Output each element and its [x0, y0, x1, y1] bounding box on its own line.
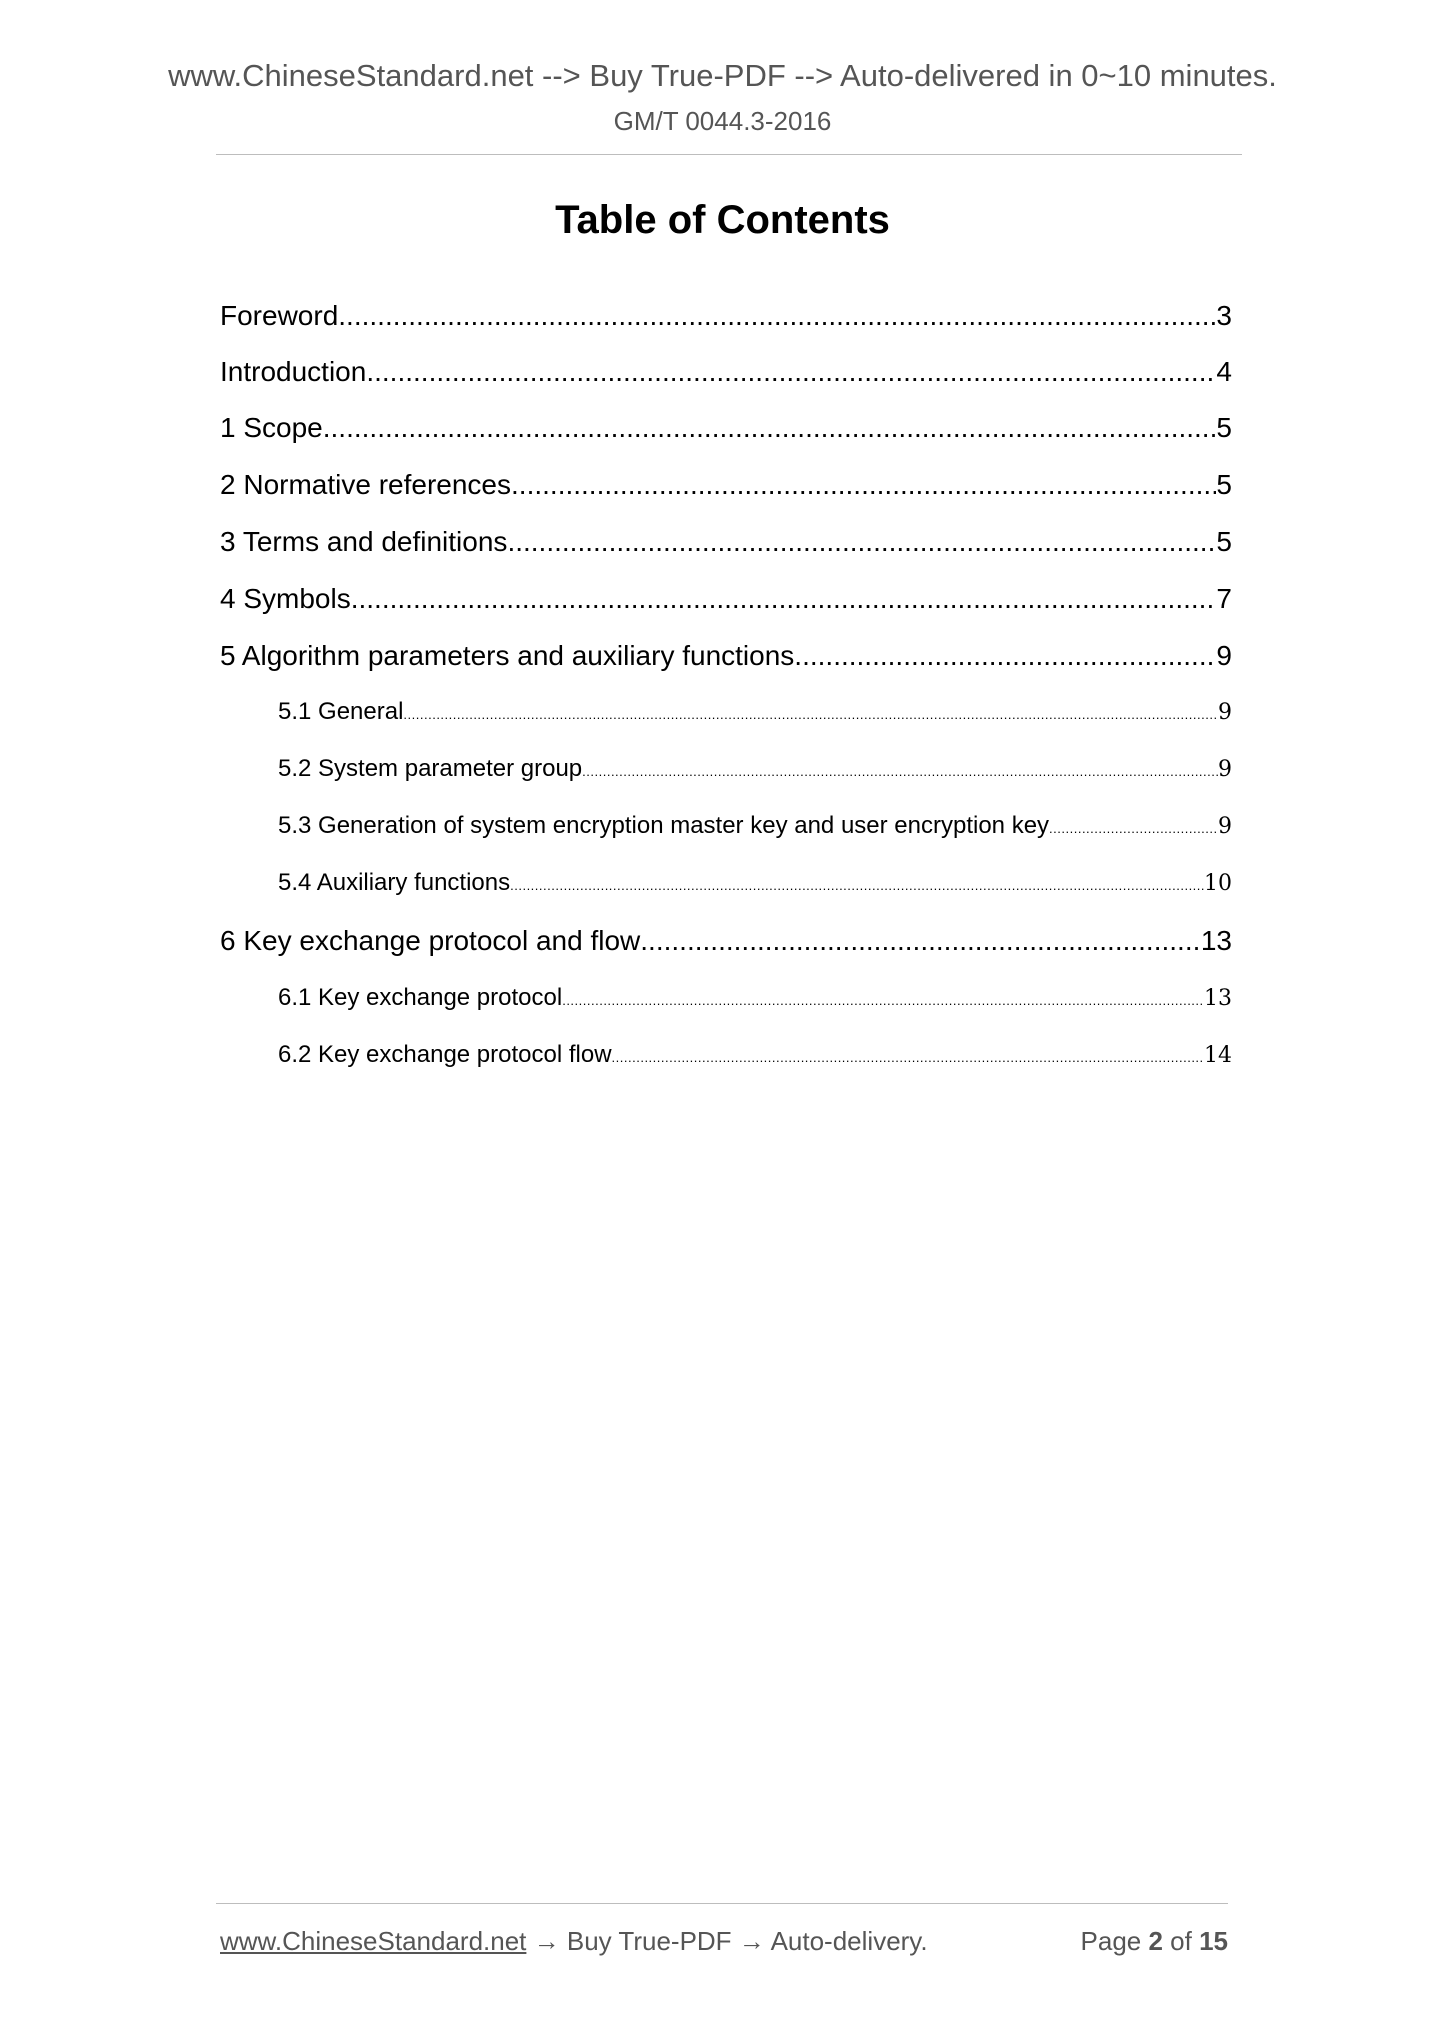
toc-page-number: 9: [1218, 700, 1232, 725]
toc-entry-label: 4 Symbols: [220, 583, 351, 614]
toc-entry-general[interactable]: [278, 698, 1232, 726]
toc-entry-normative-references[interactable]: [220, 469, 1232, 501]
header-divider: [216, 154, 1242, 155]
footer-promo-text: → Buy True-PDF → Auto-delivery.: [526, 1926, 928, 1956]
toc-dot-leader: [640, 925, 1201, 957]
toc-page-number: 13: [1204, 986, 1232, 1011]
toc-dot-leader: [403, 707, 1218, 722]
toc-entry-label: 5.3 Generation of system encryption master key and user encryption key: [278, 812, 1050, 839]
toc-page-number: 14: [1204, 1043, 1232, 1068]
toc-entry-introduction[interactable]: [220, 356, 1232, 388]
toc-dot-leader: [351, 583, 1217, 615]
toc-entry-label: 6.2 Key exchange protocol flow: [278, 1041, 612, 1068]
toc-dot-leader: [1049, 821, 1218, 836]
toc-entry-label: 2 Normative references: [220, 469, 512, 500]
toc-entry-algorithm-parameters[interactable]: [220, 640, 1232, 672]
toc-entry-key-generation[interactable]: [278, 812, 1232, 840]
page-of: of: [1162, 1926, 1200, 1956]
toc-entry-system-parameter-group[interactable]: [278, 755, 1232, 783]
toc-entry-scope[interactable]: [220, 412, 1232, 444]
toc-page-number: 4: [1216, 356, 1232, 387]
toc-entry-label: 1 Scope: [220, 412, 323, 443]
toc-entry-terms-and-definitions[interactable]: [220, 526, 1232, 558]
toc-page-number: 10: [1204, 871, 1232, 896]
toc-dot-leader: [562, 993, 1204, 1008]
toc-page-number: 5: [1216, 412, 1232, 443]
total-pages-number: 15: [1199, 1926, 1228, 1956]
footer-promo: [220, 1926, 928, 1957]
toc-dot-leader: [510, 878, 1204, 893]
page-title: Table of Contents: [555, 198, 890, 242]
toc-entry-label: 5 Algorithm parameters and auxiliary functions: [220, 640, 795, 671]
toc-dot-leader: [794, 640, 1216, 672]
page-indicator: [1081, 1926, 1228, 1957]
header-banner: www.ChineseStandard.net --> Buy True-PDF --> Auto-delivered in 0~10 minutes.: [168, 58, 1277, 93]
toc-dot-leader: [338, 300, 1216, 332]
toc-page-number: 9: [1216, 640, 1232, 671]
toc-entry-label: 3 Terms and definitions: [220, 526, 508, 557]
document-number: GM/T 0044.3-2016: [613, 106, 832, 136]
toc-dot-leader: [507, 526, 1216, 558]
toc-dot-leader: [323, 412, 1217, 444]
toc-entry-symbols[interactable]: [220, 583, 1232, 615]
toc-page-number: 3: [1216, 300, 1232, 331]
toc-entry-label: 5.2 System parameter group: [278, 755, 583, 782]
toc-entry-key-exchange[interactable]: [220, 925, 1232, 957]
footer-site-link[interactable]: www.ChineseStandard.net: [220, 1926, 527, 1956]
toc-page-number: 9: [1218, 814, 1232, 839]
toc-entry-key-exchange-flow[interactable]: [278, 1041, 1232, 1069]
toc-entry-label: 5.1 General: [278, 698, 404, 725]
toc-page-number: 13: [1200, 925, 1232, 956]
toc-entry-label: 6.1 Key exchange protocol: [278, 984, 563, 1011]
toc-dot-leader: [612, 1050, 1204, 1065]
toc-entry-label: 6 Key exchange protocol and flow: [220, 925, 641, 956]
toc-page-number: 7: [1216, 583, 1232, 614]
toc-entry-label: 5.4 Auxiliary functions: [278, 869, 511, 896]
toc-entry-label: Foreword: [220, 300, 339, 331]
toc-entry-auxiliary-functions[interactable]: [278, 869, 1232, 897]
toc-page-number: 5: [1216, 526, 1232, 557]
toc-dot-leader: [366, 356, 1216, 388]
toc-dot-leader: [511, 469, 1216, 501]
toc-page-number: 5: [1216, 469, 1232, 500]
toc-page-number: 9: [1218, 757, 1232, 782]
toc-entry-foreword[interactable]: [220, 300, 1232, 332]
toc-entry-label: Introduction: [220, 356, 367, 387]
footer-divider: [216, 1903, 1228, 1904]
current-page-number: 2: [1148, 1926, 1163, 1956]
toc-dot-leader: [582, 764, 1218, 779]
page-prefix: Page: [1080, 1926, 1149, 1956]
toc-entry-key-exchange-protocol[interactable]: [278, 984, 1232, 1012]
